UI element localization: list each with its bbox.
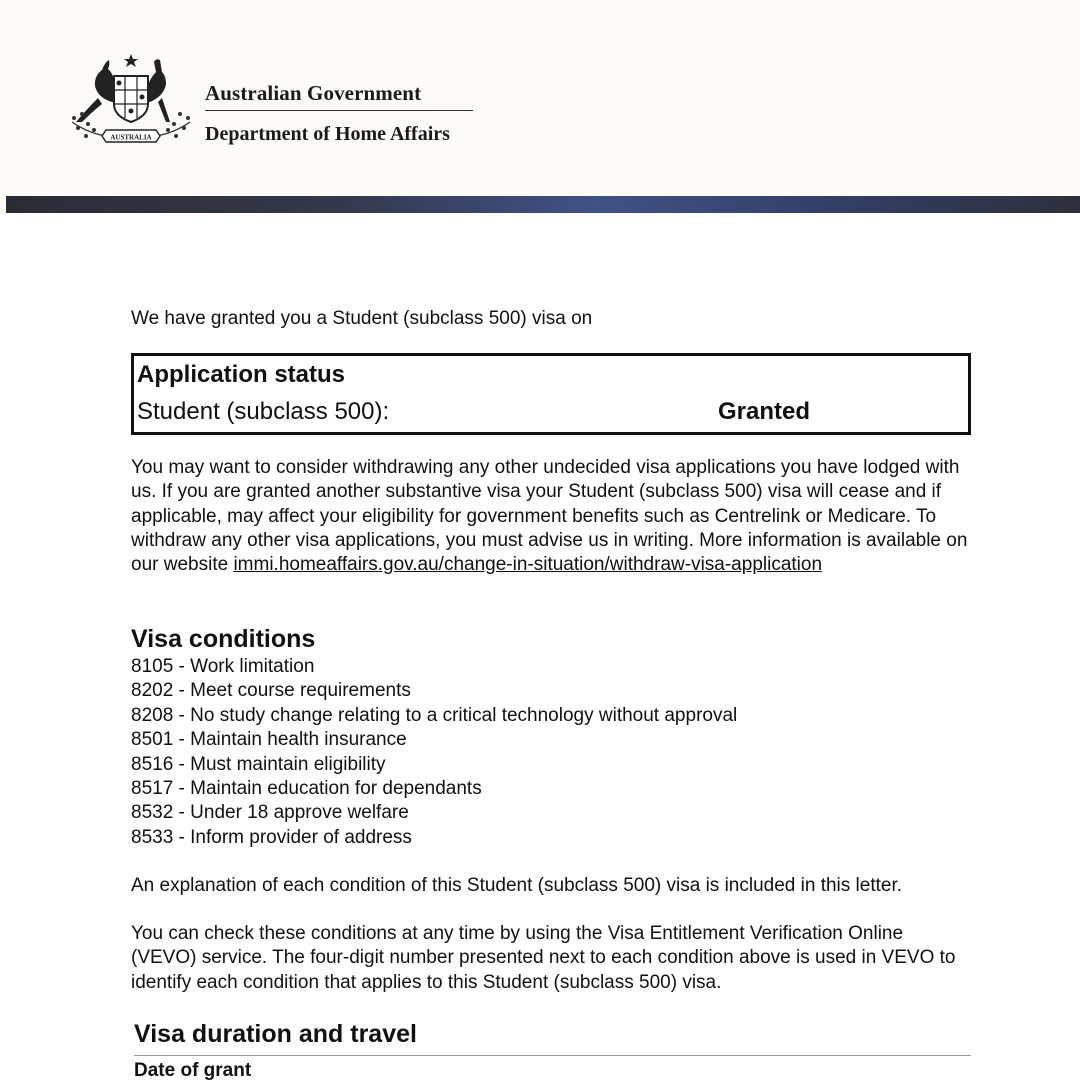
status-title: Application status xyxy=(137,361,346,388)
coat-of-arms-icon xyxy=(68,52,194,148)
visa-conditions-heading: Visa conditions xyxy=(131,625,316,653)
condition-item: 8516 - Must maintain eligibility xyxy=(131,753,386,775)
wordmark-divider xyxy=(205,110,473,111)
header-band xyxy=(6,196,1080,213)
visa-conditions-list xyxy=(131,655,737,850)
department-name: Department of Home Affairs xyxy=(205,123,450,145)
visa-duration-heading: Visa duration and travel xyxy=(134,1020,417,1048)
conditions-explanation: An explanation of each condition of this Student (subclass 500) visa is included in this letter. xyxy=(131,875,903,896)
application-status-box xyxy=(131,353,971,435)
condition-item: 8532 - Under 18 approve welfare xyxy=(131,802,409,824)
grant-intro: We have granted you a Student (subclass 500) visa on xyxy=(131,308,593,329)
vevo-paragraph: You can check these conditions at any time by using the Visa Entitlement Verification Online (VEVO) service. The four-digit number presented next to each condition above is used in VEVO to identify each condition that applies to this Student (subclass 500) visa. xyxy=(131,923,956,993)
date-of-grant-label: Date of grant xyxy=(134,1060,252,1080)
withdraw-paragraph xyxy=(131,456,971,577)
crest-motto: AUSTRALIA xyxy=(110,133,152,142)
status-value: Granted xyxy=(718,398,811,425)
letterhead xyxy=(0,0,1080,213)
condition-item: 8517 - Maintain education for dependants xyxy=(131,778,482,800)
condition-item: 8208 - No study change relating to a critical technology without approval xyxy=(131,704,738,726)
condition-item: 8202 - Meet course requirements xyxy=(131,680,411,702)
condition-item: 8533 - Inform provider of address xyxy=(131,826,412,848)
duration-divider xyxy=(134,1055,971,1056)
withdraw-link[interactable]: immi.homeaffairs.gov.au/change-in-situation/withdraw-visa-application xyxy=(233,554,823,576)
government-wordmark xyxy=(205,80,473,145)
withdraw-text: You may want to consider withdrawing any other undecided visa applications you have lodged with us. If you are granted another substantive visa your Student (subclass 500) visa will cease and if applicable, may affect your eligibility for government benefits such as Centrelink or Medicare. To withdraw any other visa applications, you must advise us in writing. More information is available on our website xyxy=(131,457,968,576)
status-visa-label: Student (subclass 500): xyxy=(137,398,390,425)
government-name: Australian Government xyxy=(205,81,422,105)
condition-item: 8501 - Maintain health insurance xyxy=(131,729,407,751)
condition-item: 8105 - Work limitation xyxy=(131,656,315,677)
